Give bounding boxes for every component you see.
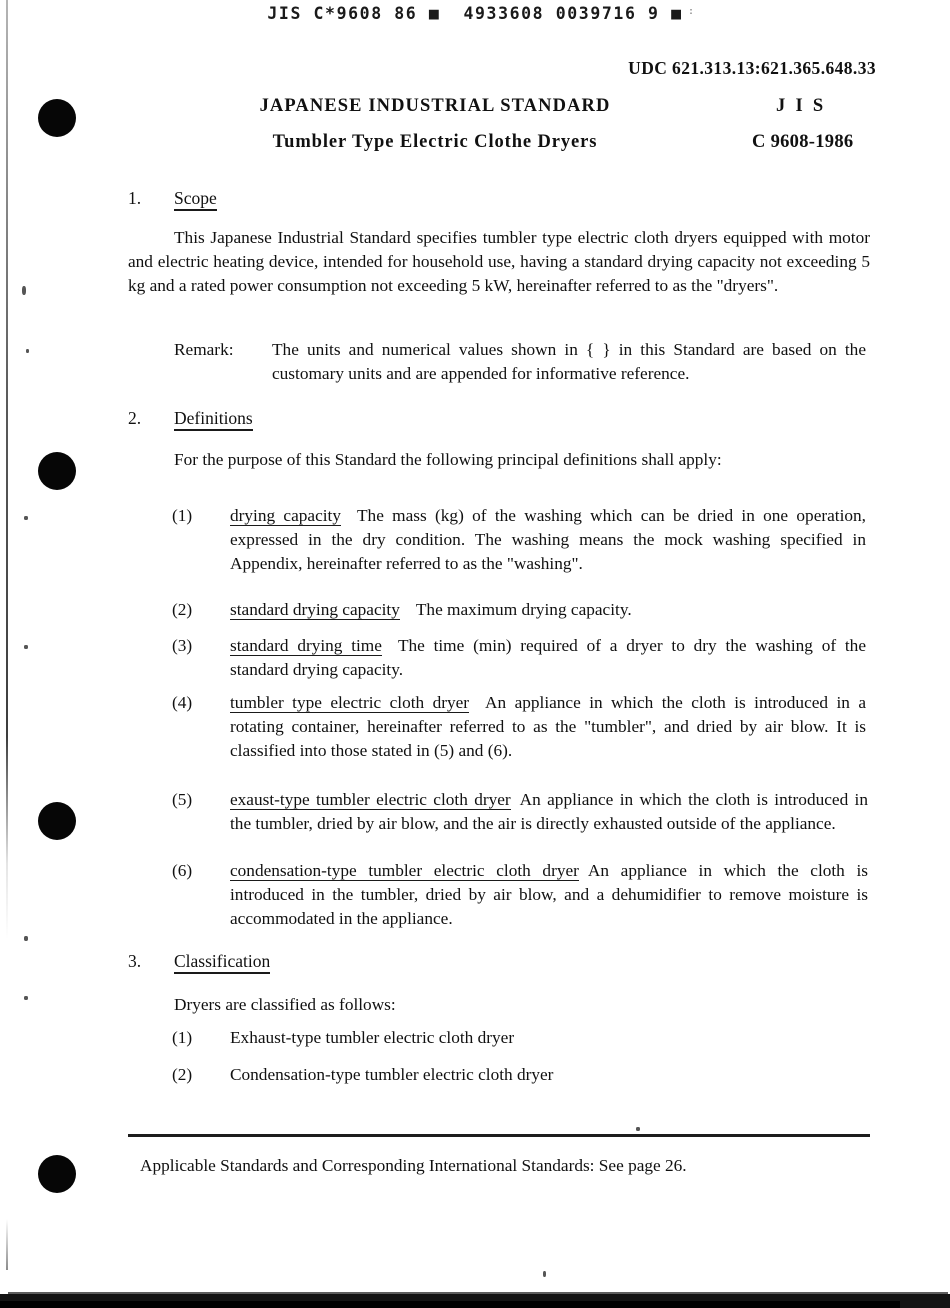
footer-divider (128, 1134, 870, 1137)
footer-note: Applicable Standards and Corresponding International Standards: See page 26. (140, 1156, 687, 1175)
definition-item (172, 634, 866, 682)
definition-item (172, 598, 866, 622)
definition-term: drying capacity (230, 506, 341, 525)
item-tag: (3) (172, 636, 193, 655)
definition-text: An appliance in which the cloth is introduced in a rotating container, hereinafter referred to as the "tumbler", and dried by air blow. It is classified into those stated in (5) and (6). (230, 693, 866, 761)
udc-line: UDC 621.313.13:621.365.648.33 (628, 58, 876, 78)
scan-edge-artifact (6, 0, 8, 1270)
definition-term: exaust-type tumbler electric cloth dryer (230, 790, 511, 809)
scan-speck (24, 936, 28, 941)
definition-item (172, 788, 868, 836)
binding-hole (38, 1155, 76, 1193)
item-tag: (2) (172, 600, 193, 619)
definition-text: An appliance in which the cloth is introduced in the tumbler, dried by air blow, and a dehumidifier to remove moisture is accommodated in the appliance. (230, 861, 868, 929)
definition-item (172, 859, 868, 932)
definition-term: tumbler type electric cloth dryer (230, 693, 470, 712)
jis-label: J I S (776, 96, 826, 116)
classification-item (172, 1063, 866, 1087)
standard-org-label: JAPANESE INDUSTRIAL STANDARD (259, 96, 611, 116)
definition-term: condensation-type tumbler electric cloth dryer (230, 861, 579, 880)
scan-speck (24, 645, 28, 649)
item-tag: (1) (172, 1028, 193, 1047)
binding-hole (38, 99, 76, 137)
definition-term: standard drying time (230, 636, 382, 655)
definition-text: The time (min) required of a dryer to dry the washing of the standard drying capacity. (230, 636, 866, 680)
definition-text: The mass (kg) of the washing which can be dried in one operation, expressed in the dry condition. The washing means the mock washing specified in Appendix, hereinafter referred to as the "washing". (230, 506, 866, 574)
scan-speck (24, 516, 28, 520)
scan-speck (543, 1271, 546, 1277)
classification-text: Exhaust-type tumbler electric cloth dryer (230, 1028, 515, 1047)
definitions-intro: For the purpose of this Standard the following principal definitions shall apply: (174, 450, 722, 469)
definition-text: The maximum drying capacity. (415, 600, 632, 619)
remark-text: The units and numerical values shown in { } in this Standard are based on the customary units and are appended for informative reference. (272, 340, 866, 384)
binding-hole (38, 452, 76, 490)
scope-paragraph: This Japanese Industrial Standard specifies tumbler type electric cloth dryers equipped with motor and electric heating device, intended for household use, having a standard drying capacity not exceeding 5 kg and a rated power consumption not exceeding 5 kW, hereinafter referred to as the "dryers". (128, 228, 870, 296)
section-number: 3. (128, 951, 142, 971)
section-heading-definitions (128, 408, 868, 429)
scan-speck (636, 1127, 640, 1131)
scan-speck (24, 996, 28, 1000)
classification-item (172, 1026, 866, 1050)
scan-speck (22, 286, 26, 295)
scan-tick-mark: : (688, 6, 695, 17)
binding-hole (38, 802, 76, 840)
section-heading-classification (128, 951, 868, 972)
item-tag: (6) (172, 861, 193, 880)
section-title: Scope (174, 188, 217, 211)
page-title: Tumbler Type Electric Clothe Dryers (272, 132, 598, 152)
item-tag: (4) (172, 693, 193, 712)
classification-intro: Dryers are classified as follows: (174, 995, 396, 1014)
definition-term: standard drying capacity (230, 600, 400, 619)
scope-remark (174, 338, 866, 386)
section-number: 1. (128, 188, 142, 208)
definition-item (172, 504, 866, 577)
scan-bottom-band-dark (0, 1301, 900, 1308)
scan-speck (26, 349, 29, 353)
definition-text: An appliance in which the cloth is introduced in the tumbler, dried by air blow, and the air is directly exhausted outside of the appliance. (230, 790, 868, 834)
remark-label: Remark: (174, 340, 234, 359)
ocr-header-line: JIS C*9608 86 ■ 4933608 0039716 9 ■ (267, 4, 683, 23)
item-tag: (2) (172, 1065, 193, 1084)
definition-item (172, 691, 866, 764)
item-tag: (5) (172, 790, 193, 809)
section-heading-scope (128, 188, 868, 209)
section-number: 2. (128, 408, 142, 428)
standard-number: C 9608-1986 (752, 132, 854, 152)
item-tag: (1) (172, 506, 193, 525)
classification-text: Condensation-type tumbler electric cloth dryer (230, 1065, 554, 1084)
section-title: Classification (174, 951, 270, 974)
section-title: Definitions (174, 408, 253, 431)
